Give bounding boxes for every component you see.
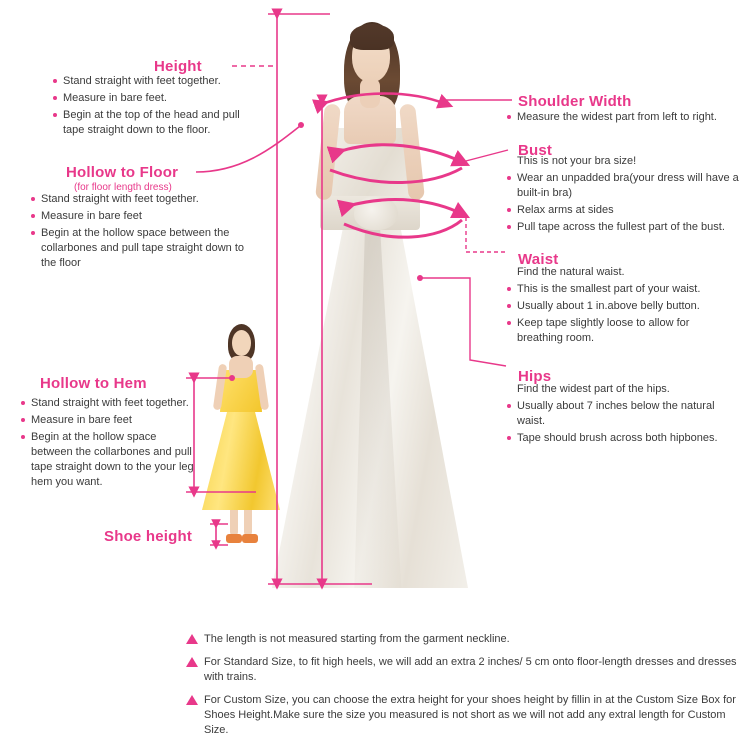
note-item bbox=[186, 632, 746, 647]
hair-front-shape bbox=[350, 24, 394, 50]
neck-shape bbox=[360, 78, 380, 108]
label-bust: Bust bbox=[518, 142, 553, 159]
bullet-item: Begin at the top of the head and pull tape straight down to the floor. bbox=[52, 108, 257, 138]
warning-triangle-icon bbox=[186, 634, 198, 644]
bullet-item: Measure in bare feet bbox=[20, 413, 195, 428]
yellow-torso-shape bbox=[229, 356, 253, 378]
footer-notes bbox=[186, 632, 746, 746]
label-waist: Waist bbox=[518, 251, 559, 268]
bullet-item: Stand straight with feet together. bbox=[30, 192, 245, 207]
label-shoulder-width: Shoulder Width bbox=[518, 93, 632, 110]
bullets-shoulder-width bbox=[506, 110, 746, 127]
gown-bow-shape bbox=[354, 196, 398, 230]
bullet-item: Relax arms at sides bbox=[506, 203, 744, 218]
note-item bbox=[186, 655, 746, 685]
warning-triangle-icon bbox=[186, 695, 198, 705]
bullets-waist bbox=[506, 265, 736, 348]
bullets-hollow-to-floor bbox=[30, 192, 245, 273]
yellow-skirt-shape bbox=[202, 406, 280, 510]
label-hollow-to-floor: Hollow to Floor bbox=[66, 164, 179, 181]
bullets-bust bbox=[506, 154, 744, 237]
bullet-item: Stand straight with feet together. bbox=[20, 396, 195, 411]
yellow-left-shoe-shape bbox=[226, 534, 242, 543]
bullet-item: Pull tape across the fullest part of the bust. bbox=[506, 220, 744, 235]
bride-figure-illustration bbox=[258, 0, 480, 600]
bullet-item: Measure in bare feet bbox=[30, 209, 245, 224]
bullet-item: Keep tape slightly loose to allow for breathing room. bbox=[506, 316, 736, 346]
bullets-height bbox=[52, 74, 257, 140]
bullet-item: Tape should brush across both hipbones. bbox=[506, 431, 741, 446]
bullet-item: Usually about 1 in.above belly button. bbox=[506, 299, 736, 314]
bullets-hollow-to-hem bbox=[20, 396, 195, 492]
label-hollow-to-hem: Hollow to Hem bbox=[40, 375, 147, 392]
sublabel-hollow-to-floor: (for floor length dress) bbox=[74, 182, 172, 193]
bullet-item: Begin at the hollow space between the collarbones and pull tape straight down to the your leg hem you want. bbox=[20, 430, 195, 490]
bullet-item: Usually about 7 inches below the natural waist. bbox=[506, 399, 741, 429]
note-text: For Standard Size, to fit high heels, we will add an extra 2 inches/ 5 cm onto floor-length dresses and dresses with trains. bbox=[204, 656, 737, 683]
label-height: Height bbox=[154, 58, 202, 75]
note-item bbox=[186, 693, 746, 738]
bullet-item: Stand straight with feet together. bbox=[52, 74, 257, 89]
yellow-head-shape bbox=[232, 330, 251, 356]
note-text: For Custom Size, you can choose the extra height for your shoes height by fillin in at the Custom Size Box for Shoes Height.Make sure the size you measured is not short as we will not add any extral length for Custom Size. bbox=[204, 694, 736, 736]
bullet-item: Measure in bare feet. bbox=[52, 91, 257, 106]
sublabel-waist: Find the natural waist. bbox=[517, 266, 625, 278]
note-text: The length is not measured starting from the garment neckline. bbox=[204, 633, 510, 645]
sublabel-hips: Find the widest part of the hips. bbox=[517, 383, 670, 395]
label-shoe-height: Shoe height bbox=[104, 528, 193, 545]
bullet-item: Wear an unpadded bra(your dress will have a built-in bra) bbox=[506, 171, 744, 201]
bullet-item: This is the smallest part of your waist. bbox=[506, 282, 736, 297]
sublabel-bust: This is not your bra size! bbox=[517, 155, 637, 167]
bullets-hips bbox=[506, 382, 741, 448]
bullet-item: Measure the widest part from left to right. bbox=[506, 110, 746, 125]
short-dress-figure-illustration bbox=[196, 320, 288, 546]
warning-triangle-icon bbox=[186, 657, 198, 667]
bullet-item: Begin at the hollow space between the collarbones and pull tape straight down to the floor bbox=[30, 226, 245, 271]
yellow-right-shoe-shape bbox=[242, 534, 258, 543]
label-hips: Hips bbox=[518, 368, 552, 385]
